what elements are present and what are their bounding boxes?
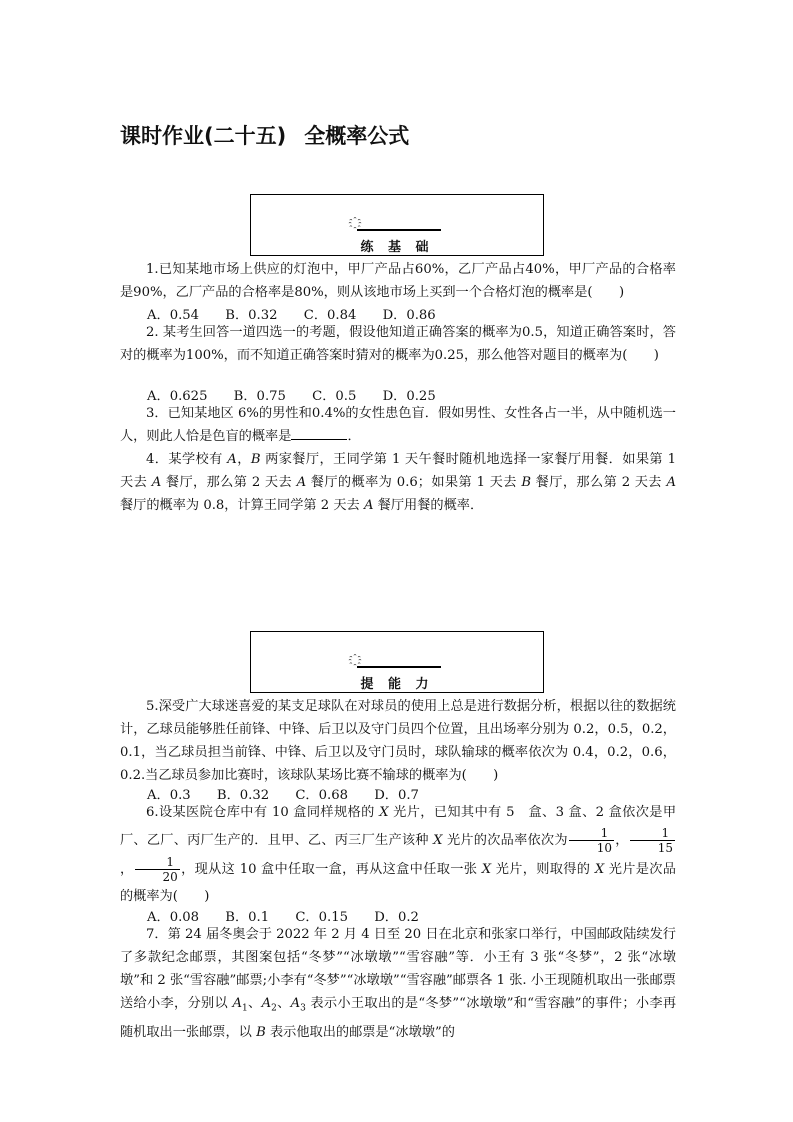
- q7-sub: 3: [300, 1003, 306, 1014]
- option-d: D．0.25: [382, 389, 436, 404]
- q7-part: 表示他取出的邮票是“冰墩墩”的: [265, 1024, 455, 1040]
- numerator: 1: [569, 826, 614, 841]
- q6-var-x: X: [433, 833, 443, 848]
- question-4: [120, 448, 676, 517]
- fraction: [569, 826, 614, 855]
- q7-var-a: A: [290, 996, 301, 1011]
- denominator: 20: [162, 870, 178, 884]
- question-2: [120, 321, 676, 367]
- question-5-text: 5.深受广大球迷喜爱的某支足球队在对球员的使用上总是进行数据分析，根据以往的数据统计，乙球员能够胜任前锋、中锋、后卫以及守门员四个位置，且出场率分别为 0.2，0.5，0.2，0.1，当乙球员担当前锋、中锋、后卫以及守门员时，球队输球的概率依次为 0.4，0.2，0.6，0.2.当乙球员参加比赛时，该球队某场比赛不输球的概率为( ): [120, 699, 676, 783]
- q4-part: 餐厅的概率为 0.8，计算王同学第 2 天去: [120, 498, 364, 513]
- question-1: [120, 258, 676, 304]
- q6-var-x: X: [481, 862, 492, 877]
- option-b: B．0.32: [216, 788, 270, 803]
- option-a: A．0.625: [147, 389, 208, 404]
- q4-part: 餐厅的概率为 0.6；如果第 1 天去: [306, 475, 522, 490]
- option-d: D．0.2: [374, 910, 419, 925]
- q4-var-b: B: [521, 475, 532, 490]
- fraction: [135, 855, 180, 884]
- question-3-end: ．: [347, 429, 361, 444]
- question-3: [120, 402, 676, 448]
- q7-sub: 2: [271, 1003, 277, 1014]
- option-d: D．0.7: [374, 788, 419, 803]
- title-main: 课时作业(二十五): [120, 124, 287, 148]
- option-b: B．0.32: [225, 308, 278, 323]
- option-a: A．0.3: [147, 788, 191, 803]
- q6-part: 光片，则取得的: [491, 862, 595, 877]
- q4-part: 4．某学校有: [146, 452, 228, 467]
- option-c: C．0.15: [295, 910, 348, 925]
- numerator: 1: [630, 826, 675, 841]
- q6-var-x: X: [379, 805, 389, 820]
- fraction: [630, 826, 675, 855]
- section-rule: [357, 229, 441, 231]
- q4-part: 餐厅用餐的概率．: [373, 498, 484, 513]
- q7-sep: 、: [247, 996, 262, 1011]
- page-title: [120, 120, 409, 150]
- numerator: 1: [135, 855, 180, 870]
- denominator: 15: [657, 841, 673, 855]
- q6-sep: ，: [120, 862, 134, 877]
- q6-sep: ，: [615, 833, 629, 848]
- q7-var-b: B: [256, 1024, 266, 1040]
- q6-sep: ，: [180, 862, 195, 877]
- q4-var-a: A: [666, 475, 676, 490]
- option-c: C．0.84: [303, 308, 357, 323]
- option-d: D．0.86: [382, 308, 436, 323]
- q6-part: 现从这 10 盒中任取一盒，再从这盒中任取一张: [194, 862, 482, 877]
- section-header-basic: [250, 194, 544, 256]
- q4-var-a: A: [151, 475, 162, 490]
- q4-comma: ，: [236, 452, 251, 467]
- question-5: [120, 695, 676, 787]
- section-label-advanced: 提 能 力: [360, 677, 434, 692]
- question-3-text: 3．已知某地区 6%的男性和0.4%的女性患色盲．假如男性、女性各占一半，从中随机选一人，则此人恰是色盲的概率是: [120, 406, 676, 444]
- q6-part: 光片是次品的概率为( ): [120, 862, 676, 904]
- q4-var-a: A: [296, 475, 307, 490]
- question-2-text: 2. 某考生回答一道四选一的考题，假设他知道正确答案的概率为0.5，知道正确答案时，答对的概率为100%，而不知道正确答案时猜对的概率为0.25，那么他答对题目的概率为( ): [120, 325, 676, 363]
- title-topic: 全概率公式: [304, 124, 410, 148]
- q4-part: 餐厅，那么第 2 天去: [531, 475, 667, 490]
- q7-sub: 1: [242, 1003, 248, 1014]
- answer-blank: [291, 427, 347, 440]
- option-a: A．0.08: [147, 910, 200, 925]
- q4-var-b: B: [250, 452, 261, 467]
- q4-var-a: A: [363, 498, 374, 513]
- section-header-advanced: [250, 631, 544, 693]
- q7-var-a: A: [232, 996, 243, 1011]
- option-c: C．0.5: [312, 389, 357, 404]
- q6-part: 6.设某医院仓库中有 10 盒同样规格的: [146, 805, 380, 820]
- q4-part: 餐厅，那么第 2 天去: [161, 475, 297, 490]
- question-1-text: 1.已知某地市场上供应的灯泡中，甲厂产品占60%，乙厂产品占40%，甲厂产品的合格率是90%，乙厂产品的合格率是80%，则从该地市场上买到一个合格灯泡的概率是( ): [120, 262, 676, 300]
- denominator: 10: [596, 841, 613, 855]
- section-rule: [357, 666, 441, 668]
- question-6: [120, 800, 676, 910]
- option-a: A．0.54: [147, 308, 200, 323]
- q7-var-a: A: [261, 996, 272, 1011]
- question-7: [120, 923, 676, 1044]
- q7-part: 表示小王取出的是“冬梦”“冰墩墩”和“雪容融”的事件；小李再随机取出一张邮票，以: [120, 996, 677, 1040]
- q7-part: 7．第 24 届冬奥会于 2022 年 2 月 4 日至 20 日在北京和张家口举行，中国邮政陆续发行了多款纪念邮票，其图案包括“冬梦”“冰墩墩”“雪容融”等．小王有 3 张“冬梦”，2 张“冰墩墩”和 2 张“雪容融”邮票;小李有“冬梦”“冰墩墩”“雪容融”邮票各 1 张. 小王现随机取出一张邮票送给小李，分别以: [120, 927, 676, 1011]
- option-b: B．0.75: [233, 389, 286, 404]
- option-b: B．0.1: [225, 910, 270, 925]
- q7-sep: 、: [276, 996, 291, 1011]
- q4-part: 两家餐厅，王同学第 1 天午餐时随机地选择一家餐厅用餐．如果第 1 天去: [120, 452, 676, 490]
- q6-part: 光片的次品率依次为: [442, 833, 568, 848]
- option-c: C．0.68: [295, 788, 348, 803]
- q4-var-a: A: [227, 452, 237, 467]
- q6-var-x: X: [594, 862, 605, 877]
- q6-part: 光片，已知其中有 5 盒、3 盒、2 盒依次是甲厂、乙厂、丙厂生产的．且甲、乙、丙三厂生产该种: [120, 805, 677, 848]
- section-label-basic: 练 基 础: [360, 240, 434, 255]
